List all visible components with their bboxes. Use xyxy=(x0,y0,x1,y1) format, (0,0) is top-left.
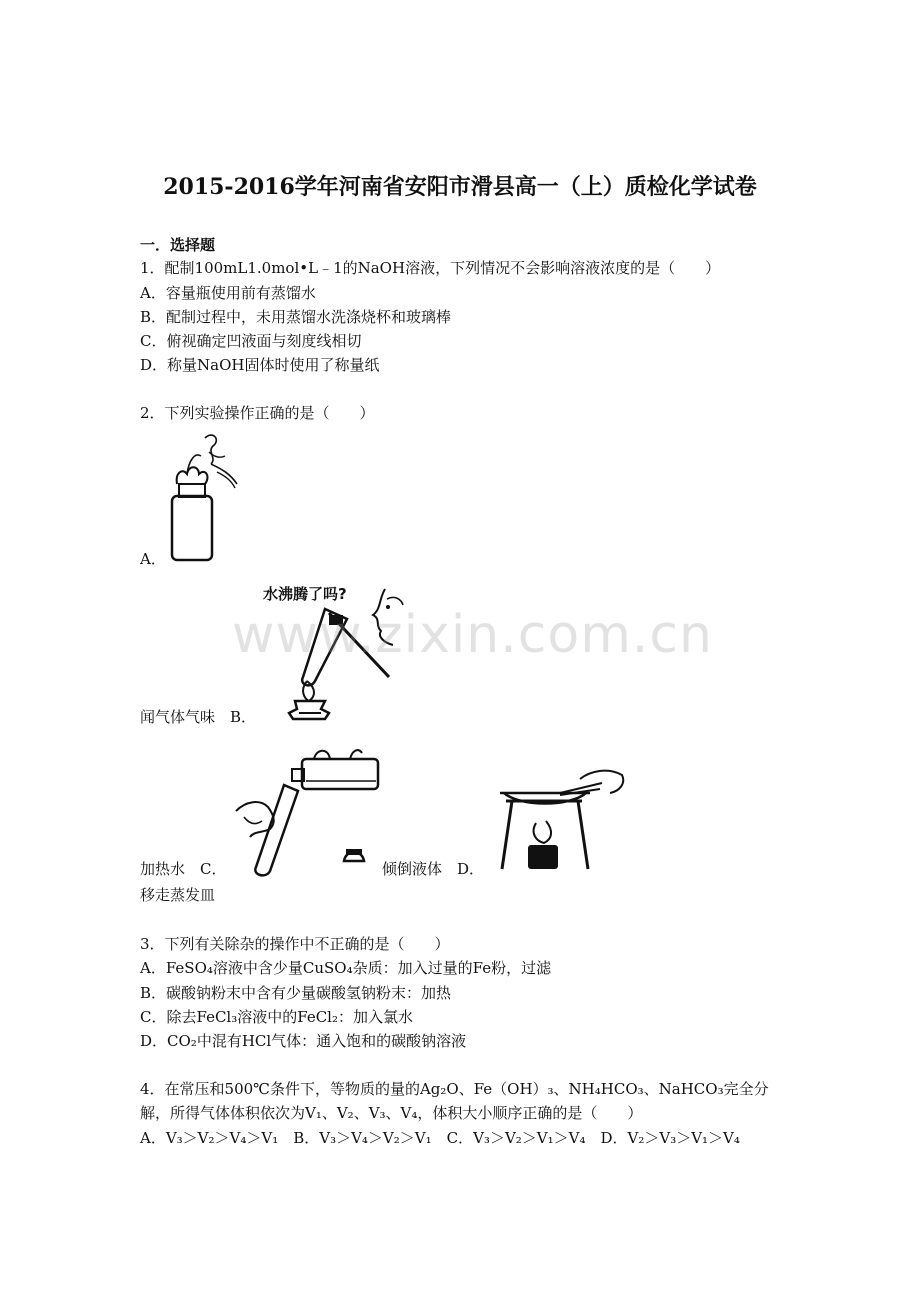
question-4-options: A．V₃＞V₂＞V₄＞V₁ B．V₃＞V₄＞V₂＞V₁ C．V₃＞V₂＞V₁＞V₄ D．V₂＞V₃＞V₁＞V₄ xyxy=(140,1129,740,1147)
document-title: 2015-2016学年河南省安阳市滑县高一（上）质检化学试卷 xyxy=(163,174,757,200)
question-1-stem: 1．配制100mL1.0mol•L﹣1的NaOH溶液，下列情况不会影响溶液浓度的是（ ） xyxy=(140,259,721,277)
question-2-caption-c-label-d: 倾倒液体 D． xyxy=(382,860,485,878)
question-2-stem: 2．下列实验操作正确的是（ ） xyxy=(140,404,375,422)
question-3-option-c: C．除去FeCl₃溶液中的FeCl₂：加入氯水 xyxy=(140,1008,413,1026)
question-1-option-b: B．配制过程中，未用蒸馏水洗涤烧杯和玻璃棒 xyxy=(140,308,452,326)
smell-gas-bottle-image xyxy=(165,428,245,568)
question-4-stem-line-1: 4．在常压和500℃条件下，等物质的量的Ag₂O、Fe（OH）₃、NH₄HCO₃、NaHCO₃完全分 xyxy=(140,1080,769,1098)
question-1-option-a: A．容量瓶使用前有蒸馏水 xyxy=(140,284,316,302)
question-1-option-d: D．称量NaOH固体时使用了称量纸 xyxy=(140,356,380,374)
question-4-stem-line-2: 解，所得气体体积依次为V₁、V₂、V₃、V₄，体积大小顺序正确的是（ ） xyxy=(140,1104,643,1122)
question-2-caption-a-label-b: 闻气体气味 B． xyxy=(140,708,257,726)
watermark: www.zixin.com.cn xyxy=(232,605,713,665)
question-2-caption-d: 移走蒸发皿 xyxy=(140,886,216,904)
pouring-liquid-image xyxy=(232,745,392,885)
question-2-label-a: A． xyxy=(140,550,166,568)
question-3-option-d: D．CO₂中混有HCl气体：通入饱和的碳酸钠溶液 xyxy=(140,1032,467,1050)
question-3-option-a: A．FeSO₄溶液中含少量CuSO₄杂质：加入过量的Fe粉，过滤 xyxy=(140,959,552,977)
section-heading: 一．选择题 xyxy=(140,236,216,254)
question-3-option-b: B．碳酸钠粉末中含有少量碳酸氢钠粉末：加热 xyxy=(140,984,452,1002)
question-1-option-c: C．俯视确定凹液面与刻度线相切 xyxy=(140,332,362,350)
question-3-stem: 3．下列有关除杂的操作中不正确的是（ ） xyxy=(140,935,450,953)
question-2-caption-b-label-c: 加热水 C． xyxy=(140,860,227,878)
boiling-question-text: 水沸腾了吗? xyxy=(263,585,347,603)
evaporating-dish-image xyxy=(490,765,630,885)
